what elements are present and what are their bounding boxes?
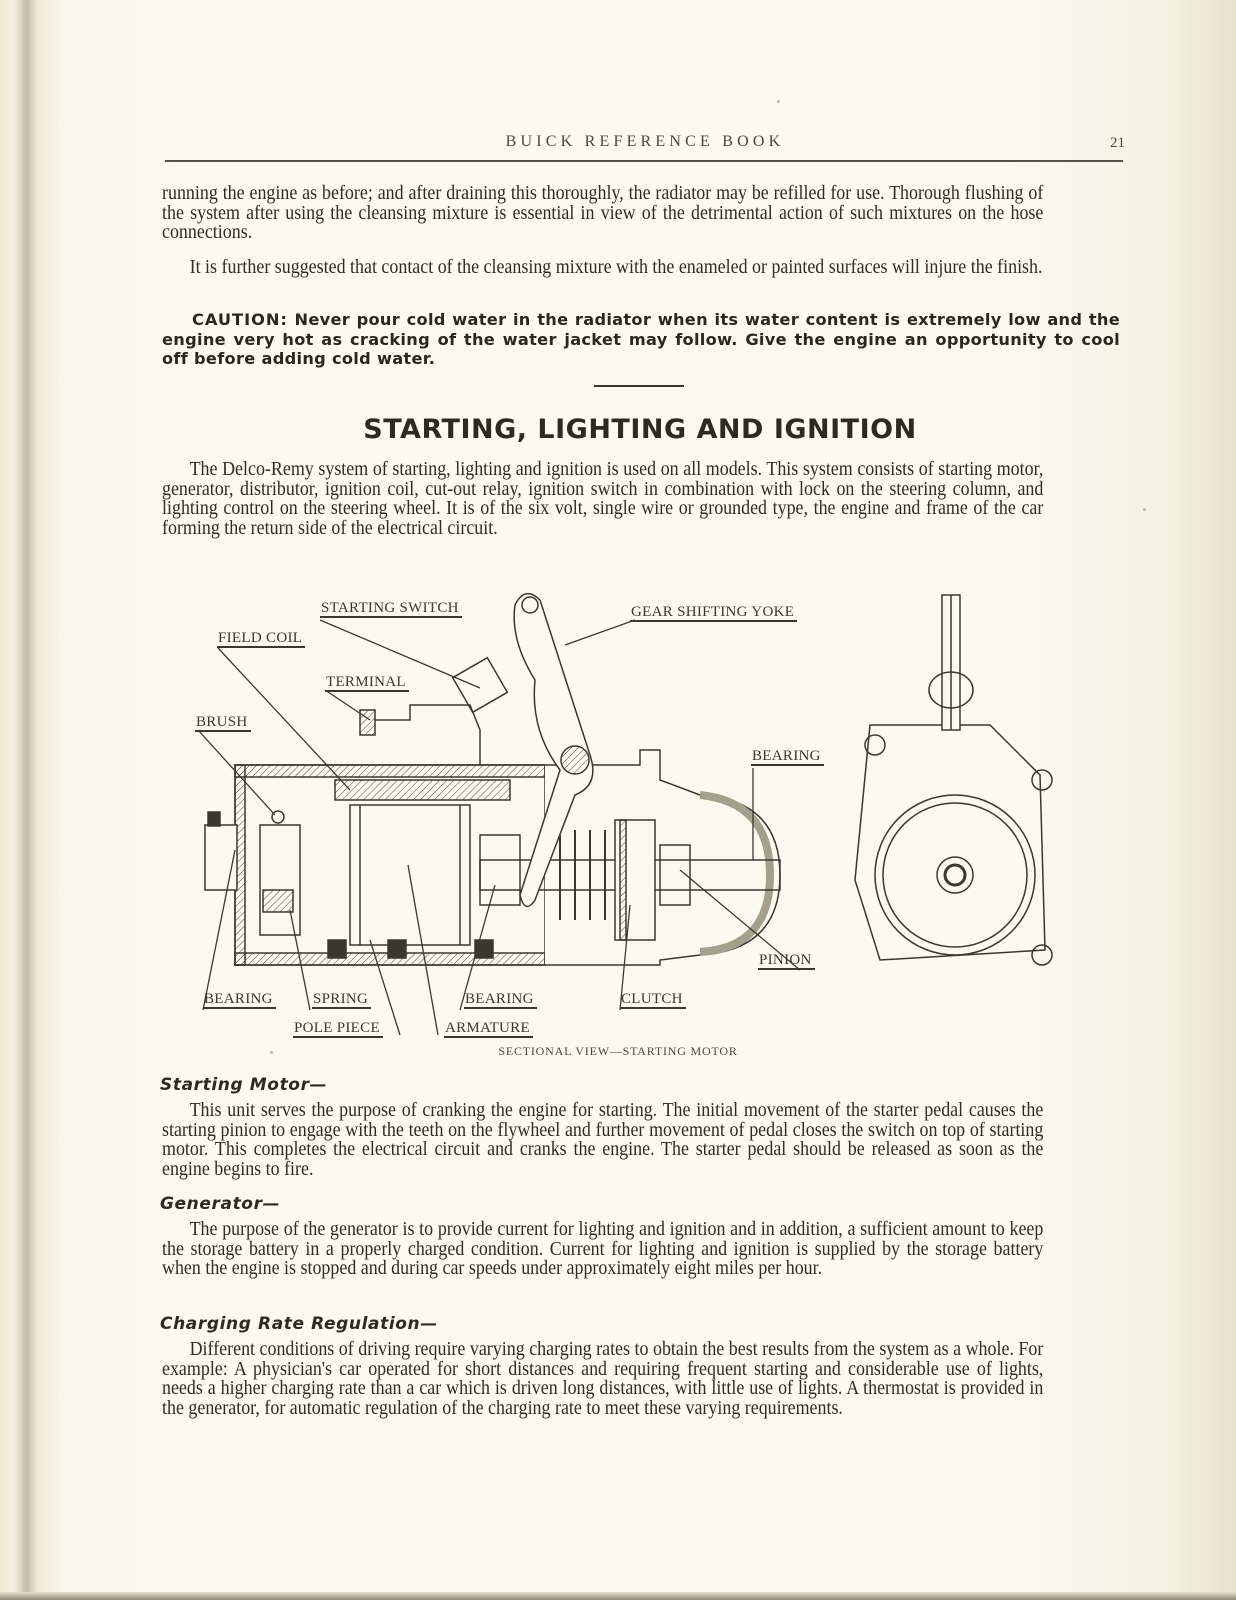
section-divider	[594, 385, 684, 387]
subsection-heading-generator: Generator—	[160, 1194, 281, 1214]
section-intro-block	[162, 460, 1043, 538]
section-title: STARTING, LIGHTING AND IGNITION	[363, 414, 917, 445]
subsection-heading-charging-rate: Charging Rate Regulation—	[160, 1314, 438, 1334]
caution-notice	[162, 310, 1120, 369]
label-pole-piece: POLE PIECE	[293, 1020, 383, 1038]
intro-paragraph-2: It is further suggested that contact of the cleansing mixture with the enameled or painted surfaces will injure the finish.	[189, 257, 1043, 278]
figure-caption: SECTIONAL VIEW—STARTING MOTOR	[498, 1044, 738, 1058]
subsection-body-charging-rate: Different conditions of driving require varying charging rates to obtain the best results from the system as a whole. For example: A physician's car operated for short distances and requiring frequent starting and considerable use of lights, needs a higher charging rate than a car which is driven long distances, with little use of lights. A thermostat is provided in the generator, for automatic regulation of the charging rate to meet these varying requirements.	[162, 1339, 1044, 1419]
label-bearing-right: BEARING	[751, 748, 824, 766]
page-number: 21	[1110, 135, 1125, 151]
subsection-body-generator-block	[162, 1220, 1043, 1279]
subsection-body-charging-rate-block	[162, 1340, 1043, 1418]
label-brush: BRUSH	[195, 714, 251, 732]
intro-paragraph-1: running the engine as before; and after draining this thoroughly, the radiator may be refilled for use. Thorough flushing of the system after using the cleansing mixture is essential in view of the detrimental action of such mixtures on the hose connections.	[162, 183, 1044, 243]
caution-label: CAUTION:	[192, 310, 288, 329]
starting-motor-figure	[180, 580, 1080, 1050]
page-bottom-edge	[0, 1592, 1236, 1600]
label-gear-shifting-yoke: GEAR SHIFTING YOKE	[630, 604, 797, 622]
running-header	[165, 131, 1125, 155]
caution-text: Never pour cold water in the radiator when its water content is extremely low and the engine very hot as cracking of the water jacket may follow. Give the engine an opportunity to cool off before adding cold water.	[162, 310, 1120, 368]
intro-paragraph-1-block	[162, 184, 1043, 243]
subsection-body-generator: The purpose of the generator is to provide current for lighting and ignition and in addition, a sufficient amount to keep the storage battery in a properly charged condition. Current for lighting and ignition is supplied by the storage battery when the engine is stopped and during car speeds under approximately eight miles per hour.	[162, 1219, 1044, 1279]
book-spine-shadow	[20, 0, 36, 1600]
label-field-coil: FIELD COIL	[217, 630, 305, 648]
subsection-body-starting-motor-block	[162, 1101, 1043, 1179]
label-armature: ARMATURE	[444, 1020, 533, 1038]
label-clutch: CLUTCH	[620, 991, 686, 1009]
label-spring: SPRING	[312, 991, 371, 1009]
paper-speck	[1143, 508, 1146, 511]
section-intro: The Delco-Remy system of starting, lighting and ignition is used on all models. This system consists of starting motor, generator, distributor, ignition coil, cut-out relay, ignition switch in combination with lock on the steering column, and lighting control on the steering wheel. It is of the six volt, single wire or grounded type, the engine and frame of the car forming the return side of the electrical circuit.	[162, 459, 1044, 539]
header-rule	[165, 160, 1123, 162]
subsection-heading-starting-motor: Starting Motor—	[160, 1075, 328, 1095]
starting-motor-diagram	[180, 580, 1080, 1050]
label-terminal: TERMINAL	[325, 674, 409, 692]
label-starting-switch: STARTING SWITCH	[320, 600, 462, 618]
running-title: BUICK REFERENCE BOOK	[505, 133, 785, 150]
intro-paragraph-2-block	[162, 258, 1043, 278]
paper-speck	[270, 1051, 273, 1054]
label-bearing-middle: BEARING	[464, 991, 537, 1009]
paper-speck	[777, 100, 780, 103]
label-bearing-left: BEARING	[203, 991, 276, 1009]
subsection-body-starting-motor: This unit serves the purpose of cranking the engine for starting. The initial movement of the starter pedal causes the starting pinion to engage with the teeth on the flywheel and further movement of pedal closes the switch on top of starting motor. This completes the electrical circuit and cranks the engine. The starter pedal should be released as soon as the engine begins to fire.	[162, 1100, 1044, 1180]
label-pinion: PINION	[758, 952, 815, 970]
